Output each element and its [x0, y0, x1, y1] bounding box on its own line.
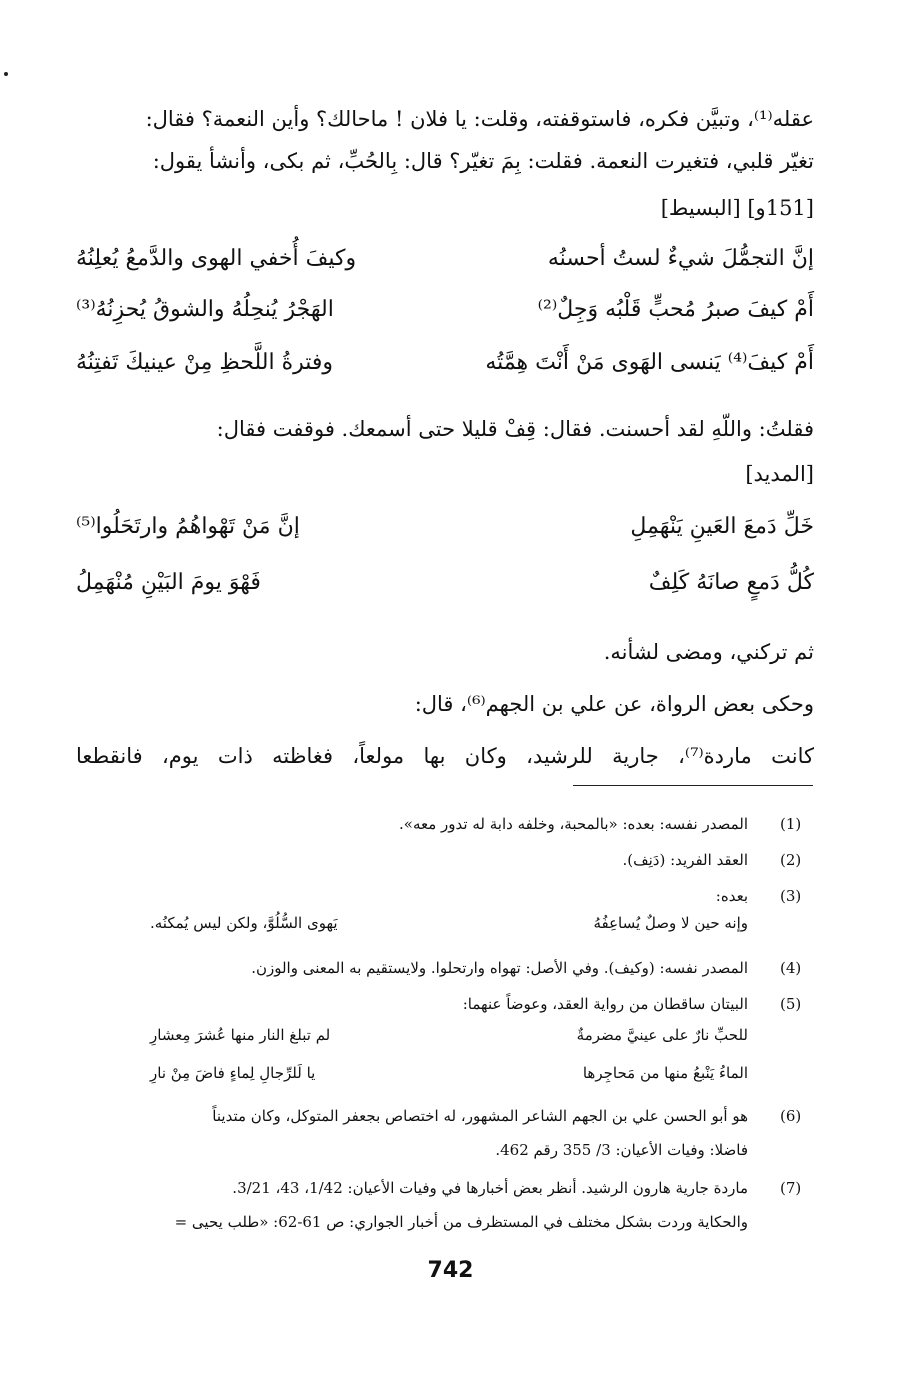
- verse-line: [76, 246, 814, 288]
- hemistich-second: لم تبلغ النار منها عُشرَ مِعشارِ: [150, 1026, 331, 1044]
- footnote-verse: [150, 1026, 748, 1054]
- hemistich-second: فَهْوَ يومَ البَيْنِ مُنْهَمِلُ: [76, 570, 261, 595]
- footnote-text: هو أبو الحسن علي بن الجهم الشاعر المشهور، له اختصاص بجعفر المتوكل، وكان متديناً: [212, 1107, 748, 1125]
- meter-label: [151و] [البسيط]: [660, 196, 814, 220]
- prose-line: عقله⁽¹⁾، وتبيَّن فكره، فاستوقفته، وقلت: يا فلان ! ماحالك؟ وأين النعمة؟ فقال:: [145, 107, 814, 131]
- prose-mid: [76, 408, 814, 450]
- footnote: [70, 810, 810, 838]
- footnote-number: (1): [780, 815, 802, 833]
- footnote-number: (6): [780, 1107, 802, 1125]
- hemistich-second: وكيفَ أُخفي الهوى والدَّمعُ يُعلِنُهُ: [76, 246, 357, 271]
- footnote: [70, 990, 810, 1018]
- footnote-separator: [573, 785, 813, 786]
- footnote-number: (7): [780, 1179, 802, 1197]
- hemistich-second: يَهوى السُّلُوَّ، ولكن ليس يُمكنُه.: [150, 914, 338, 932]
- footnote: [70, 1102, 810, 1130]
- footnote: [70, 954, 810, 982]
- hemistich-first: الماءُ يَنْبعُ منها من مَحاجِرها: [582, 1064, 748, 1082]
- hemistich-first: للحبِّ نارٌ على عينيَّ مضرمةٌ: [576, 1026, 748, 1044]
- verse-line: [76, 350, 814, 392]
- footnote: [70, 1174, 810, 1202]
- margin-mark: [4, 72, 8, 76]
- footnote-text: العقد الفريد: (دَنِف).: [622, 851, 748, 869]
- prose-top: [76, 98, 814, 182]
- page-number: 742: [427, 1258, 474, 1283]
- footnote-text: البيتان ساقطان من رواية العقد، وعوضاً عنهما:: [462, 995, 748, 1013]
- footnote-number: (3): [780, 887, 802, 905]
- hemistich-second: إنَّ مَنْ تَهْواهُمُ وارتَحَلُوا⁽⁵⁾: [76, 514, 300, 539]
- verse-line: [76, 297, 814, 339]
- footnote-text: المصدر نفسه: بعده: «بالمحبة، وخلفه دابة له تدور معه».: [399, 815, 748, 833]
- footnote-number: (2): [780, 851, 802, 869]
- footnote-text: بعده:: [715, 887, 748, 905]
- footnote-number: (5): [780, 995, 802, 1013]
- hemistich-first: أَمْ كيفَ صبرُ مُحبٍّ قَلْبُه وَجِلٌ⁽²⁾: [537, 297, 814, 322]
- prose-line: فقلتُ: واللّهِ لقد أحسنت. فقال: قِفْ قليلا حتى أسمعك. فوقفت فقال:: [216, 417, 814, 441]
- footnote-verse: [150, 1064, 748, 1092]
- hemistich-second: وفترةُ اللَّحظِ مِنْ عينيكَ تَفتِنُهُ: [76, 350, 334, 375]
- hemistich-first: خَلِّ دَمعَ العَينِ يَنْهَمِلِ: [630, 514, 814, 539]
- hemistich-first: أَمْ كيفَ⁽⁴⁾ يَنسى الهَوى مَنْ أَنْتَ هِمَّتُه: [485, 350, 814, 375]
- footnote-number: (4): [780, 959, 802, 977]
- hemistich-second: الهَجْرُ يُنحِلُهُ والشوقُ يُحزِنُهُ⁽³⁾: [76, 297, 334, 322]
- prose-line: وحكى بعض الرواة، عن علي بن الجهم⁽⁶⁾، قال:: [414, 692, 814, 716]
- prose-line: ثم تركني، ومضى لشأنه.: [603, 640, 814, 664]
- meter-label: [المديد]: [745, 462, 814, 486]
- footnote-text: المصدر نفسه: (وكيف). وفي الأصل: تهواه وارتحلوا. ولايستقيم به المعنى والوزن.: [251, 959, 748, 977]
- footnote: [70, 882, 810, 910]
- hemistich-first: كُلُّ دَمعٍ صانَهُ كَلِفٌ: [648, 570, 814, 595]
- prose-line: كانت ماردة⁽⁷⁾، جارية للرشيد، وكان بها مولعاً، فغاظته ذات يوم، فانقطعا: [76, 744, 814, 768]
- prose-line: تغيّر قلبي، فتغيرت النعمة. فقلت: بِمَ تغيّر؟ قال: بِالحُبِّ، ثم بكى، وأنشأ يقول:: [152, 149, 814, 173]
- verse-line: [76, 514, 814, 556]
- footnote-text: فاضلا: وفيات الأعيان: 3/ 355 رقم 462.: [495, 1141, 748, 1159]
- footnote: [70, 846, 810, 874]
- prose-end: [76, 626, 814, 782]
- footnote-verse: [150, 914, 748, 942]
- hemistich-first: وإنه حين لا وصلٌ يُساعِفُهُ: [593, 914, 748, 932]
- hemistich-second: يا لَلرِّجالِ لِماءٍ فاضَ مِنْ نارِ: [150, 1064, 316, 1082]
- footnote-text: والحكاية وردت بشكل مختلف في المستظرف من أخبار الجواري: ص 61-62: «طلب يحيى =: [174, 1213, 748, 1231]
- footnote-continuation: [70, 1208, 810, 1236]
- verse-line: [76, 570, 814, 612]
- footnote-text: ماردة جارية هارون الرشيد. أنظر بعض أخبارها في وفيات الأعيان: 1/42، 43، 3/21.: [232, 1179, 748, 1197]
- footnote-continuation: [70, 1136, 810, 1164]
- hemistich-first: إنَّ التجمُّلَ شيءٌ لستُ أحسنُه: [547, 246, 814, 271]
